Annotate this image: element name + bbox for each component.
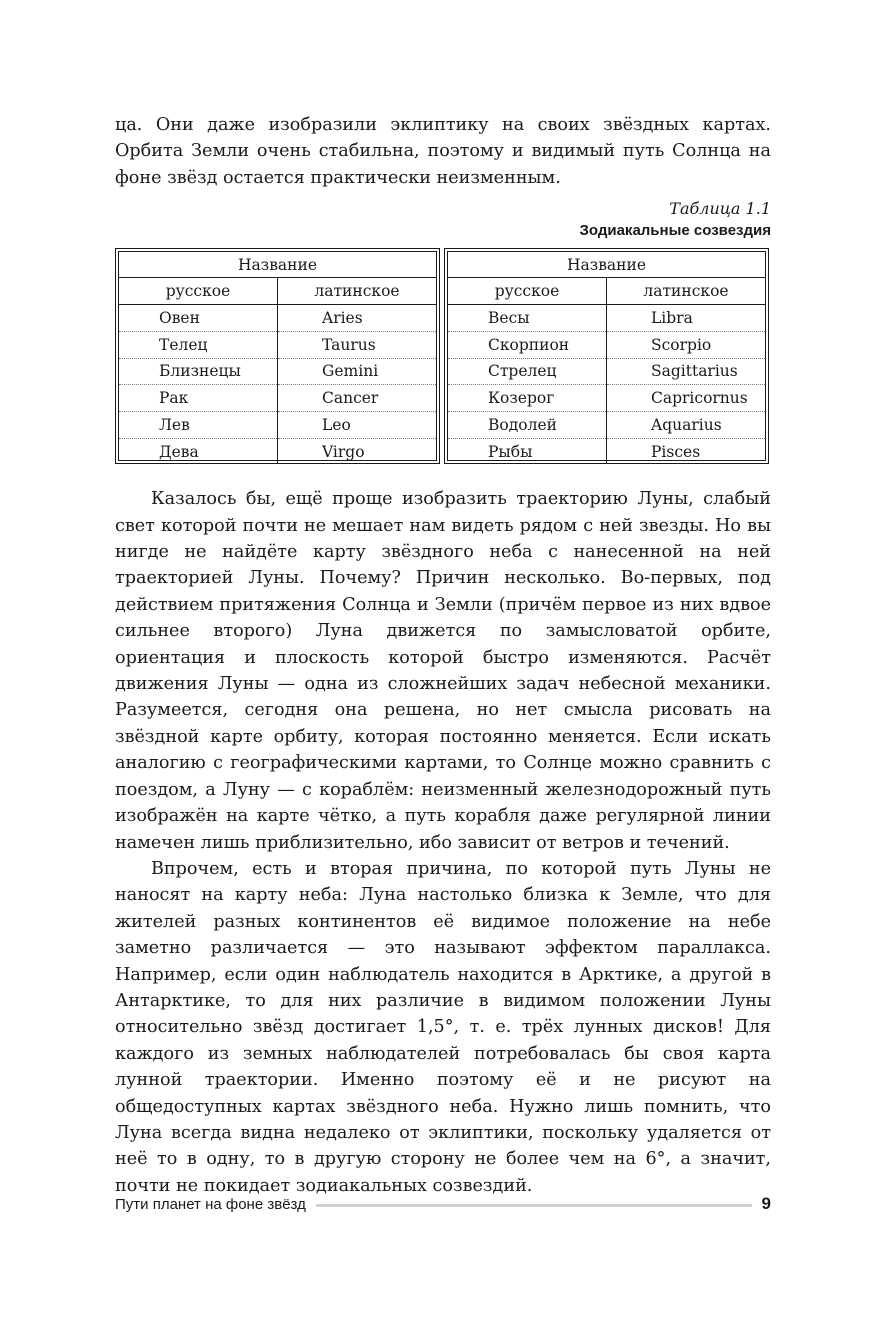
cell-latin: Scorpio	[607, 331, 766, 358]
zodiac-table	[115, 248, 771, 466]
page-number: 9	[761, 1194, 771, 1213]
cell-russian: Козерог	[448, 385, 607, 412]
cell-russian: Дева	[159, 442, 199, 461]
cell-latin: Pisces	[607, 438, 766, 464]
table-row	[448, 358, 765, 385]
table-number: Таблица 1.1	[669, 199, 771, 219]
column-header-latin: латинское	[278, 278, 437, 305]
cell-latin: Taurus	[278, 331, 437, 358]
cell-russian: Водолей	[448, 411, 607, 438]
table-title: Зодиакальные созвездия	[579, 222, 771, 240]
table-row	[448, 305, 765, 332]
cell-russian: Телец	[119, 331, 278, 358]
table-row	[448, 438, 765, 464]
column-header-russian: русское	[119, 278, 278, 305]
table-header-name: Название	[448, 252, 765, 278]
cell-russian: Лев	[119, 411, 278, 438]
table-row	[119, 358, 436, 385]
cell-russian: Близнецы	[119, 358, 278, 385]
table-row	[448, 385, 765, 412]
cell-russian: Овен	[119, 305, 278, 332]
footer-rule	[316, 1204, 752, 1207]
cell-latin: Sagittarius	[607, 358, 766, 385]
cell-russian: Стрелец	[448, 358, 607, 385]
zodiac-table-left	[115, 248, 440, 464]
cell-russian: Рак	[119, 385, 278, 412]
column-header-russian: русское	[448, 278, 607, 305]
cell-latin: Aries	[278, 305, 437, 332]
cell-latin: Cancer	[278, 385, 437, 412]
table-header-name: Название	[119, 252, 436, 278]
cell-latin: Aquarius	[607, 411, 766, 438]
table-row	[119, 305, 436, 332]
zodiac-table-right	[444, 248, 769, 464]
cell-latin: Gemini	[278, 358, 437, 385]
cell-latin: Leo	[278, 411, 437, 438]
running-head: Пути планет на фоне звёзд	[115, 1195, 306, 1213]
table-row	[119, 385, 436, 412]
page-footer	[115, 1190, 771, 1218]
table-row	[119, 331, 436, 358]
paragraph-parallax: Впрочем, есть и вторая причина, по которой путь Луны не наносят на карту неба: Луна настолько близка к Земле, что для жителей разных континентов её видимое положение на небе заметно различается — это называют эффектом параллакса. Например, если один наблюдатель находится в Арктике, а другой в Антарктике, то для них различие в видимом положении Луны относительно звёзд достигает 1,5°, т. е. трёх лунных дисков! Для каждого из земных наблюдателей потребовалась бы своя карта лунной траектории. Именно поэтому её и не рисуют на общедоступных картах звёздного неба. Нужно лишь помнить, что Луна всегда видна недалеко от эклиптики, поскольку удаляется от неё то в одну, то в другую сторону не более чем на 6°, а значит, почти не покидает зодиакальных созвездий.	[115, 858, 771, 1196]
cell-russian: Скорпион	[448, 331, 607, 358]
cell-russian: Рыбы	[488, 442, 533, 461]
cell-latin: Virgo	[278, 438, 437, 464]
page-body	[115, 112, 771, 1199]
paragraph-moon-trajectory: Казалось бы, ещё проще изобразить траекторию Луны, слабый свет которой почти не мешает нам видеть рядом с ней звезды. Но вы нигде не найдёте карту звёздного неба с нанесенной на ней траекторией Луны. Почему? Причин несколько. Во-первых, под действием притяжения Солнца и Земли (причём первое из них вдвое сильнее второго) Луна движется по замысловатой орбите, ориентация и плоскость которой быстро изменяются. Расчёт движения Луны — одна из сложнейших задач небесной механики. Разумеется, сегодня она решена, но нет смысла рисовать на звёздной карте орбиту, которая постоянно меняется. Если искать аналогию с географическими картами, то Солнце можно сравнить с поездом, а Луну — с кораблём: неизменный железнодорожный путь изображён на карте чётко, а путь корабля даже регулярной линии намечен лишь приблизительно, ибо зависит от ветров и течений.	[115, 489, 771, 853]
table-row	[119, 411, 436, 438]
table-row	[448, 411, 765, 438]
table-row	[119, 438, 436, 464]
table-row	[448, 331, 765, 358]
cell-russian: Весы	[448, 305, 607, 332]
column-header-latin: латинское	[607, 278, 766, 305]
intro-paragraph: ца. Они даже изобразили эклиптику на своих звёздных картах. Орбита Земли очень стабильна, поэтому и видимый путь Солнца на фоне звёзд остается практически неизменным.	[115, 115, 771, 188]
cell-latin: Capricornus	[607, 385, 766, 412]
cell-latin: Libra	[607, 305, 766, 332]
